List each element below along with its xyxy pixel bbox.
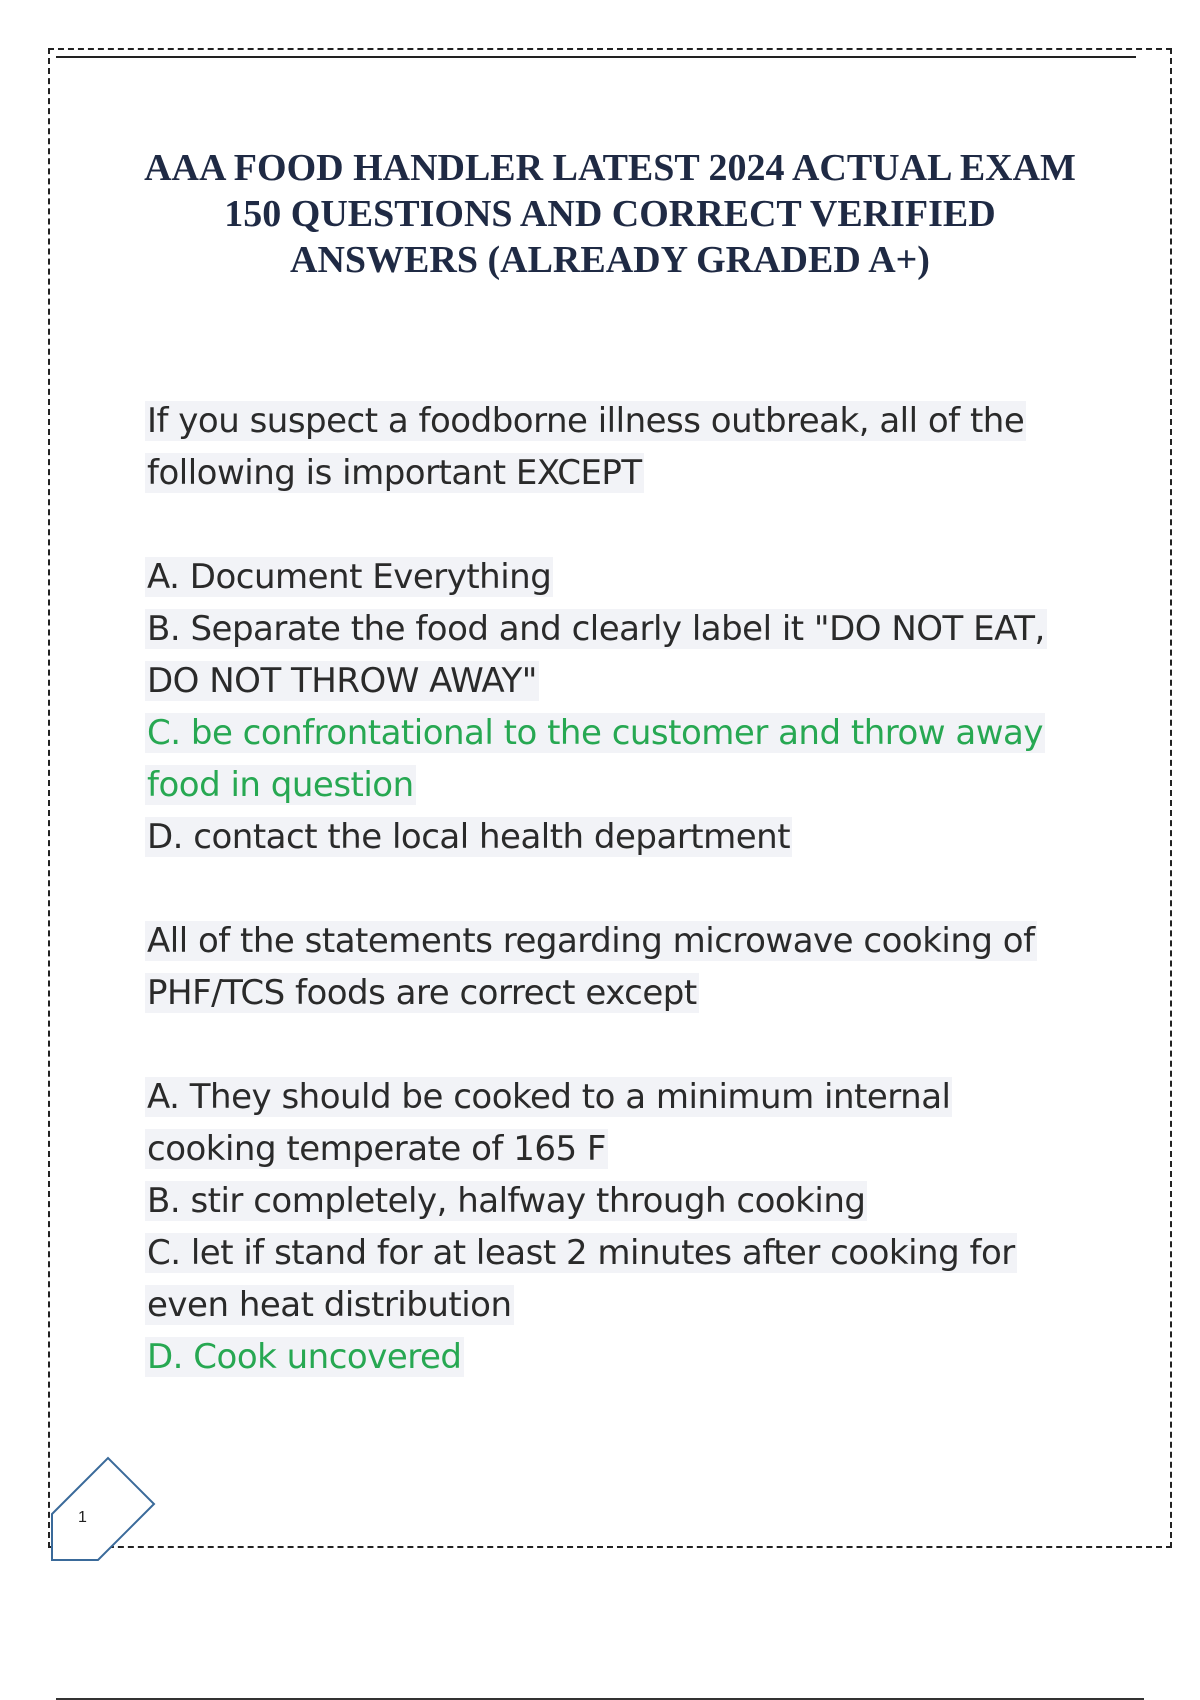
page-badge-shape — [52, 1458, 154, 1560]
option-b: B. Separate the food and clearly label it "DO NOT EAT, DO NOT THROW AWAY" — [147, 609, 1045, 701]
question-1-options — [145, 551, 1085, 863]
question-text: If you suspect a foodborne illness outbreak, all of the following is important EXCEPT — [147, 401, 1025, 493]
questions-content — [145, 395, 1085, 1435]
document-title: AAA FOOD HANDLER LATEST 2024 ACTUAL EXAM 150 QUESTIONS AND CORRECT VERIFIED ANSWERS (ALREADY GRADED A+) — [144, 147, 1076, 281]
option-d: D. contact the local health department — [147, 817, 791, 857]
question-2-options — [145, 1071, 1085, 1383]
question-text: All of the statements regarding microwave cooking of PHF/TCS foods are correct except — [147, 921, 1035, 1013]
question-2 — [145, 915, 1085, 1019]
question-1 — [145, 395, 1085, 499]
option-b: B. stir completely, halfway through cooking — [147, 1181, 866, 1221]
option-a: A. Document Everything — [147, 557, 552, 597]
option-a: A. They should be cooked to a minimum internal cooking temperate of 165 F — [147, 1077, 951, 1169]
option-c-correct: C. be confrontational to the customer and throw away food in question — [147, 713, 1044, 805]
option-d-correct: D. Cook uncovered — [147, 1337, 462, 1377]
option-c: C. let if stand for at least 2 minutes after cooking for even heat distribution — [147, 1233, 1015, 1325]
page-number: 1 — [78, 1509, 87, 1526]
page-number-badge — [48, 1456, 158, 1566]
top-rule — [56, 56, 1136, 58]
